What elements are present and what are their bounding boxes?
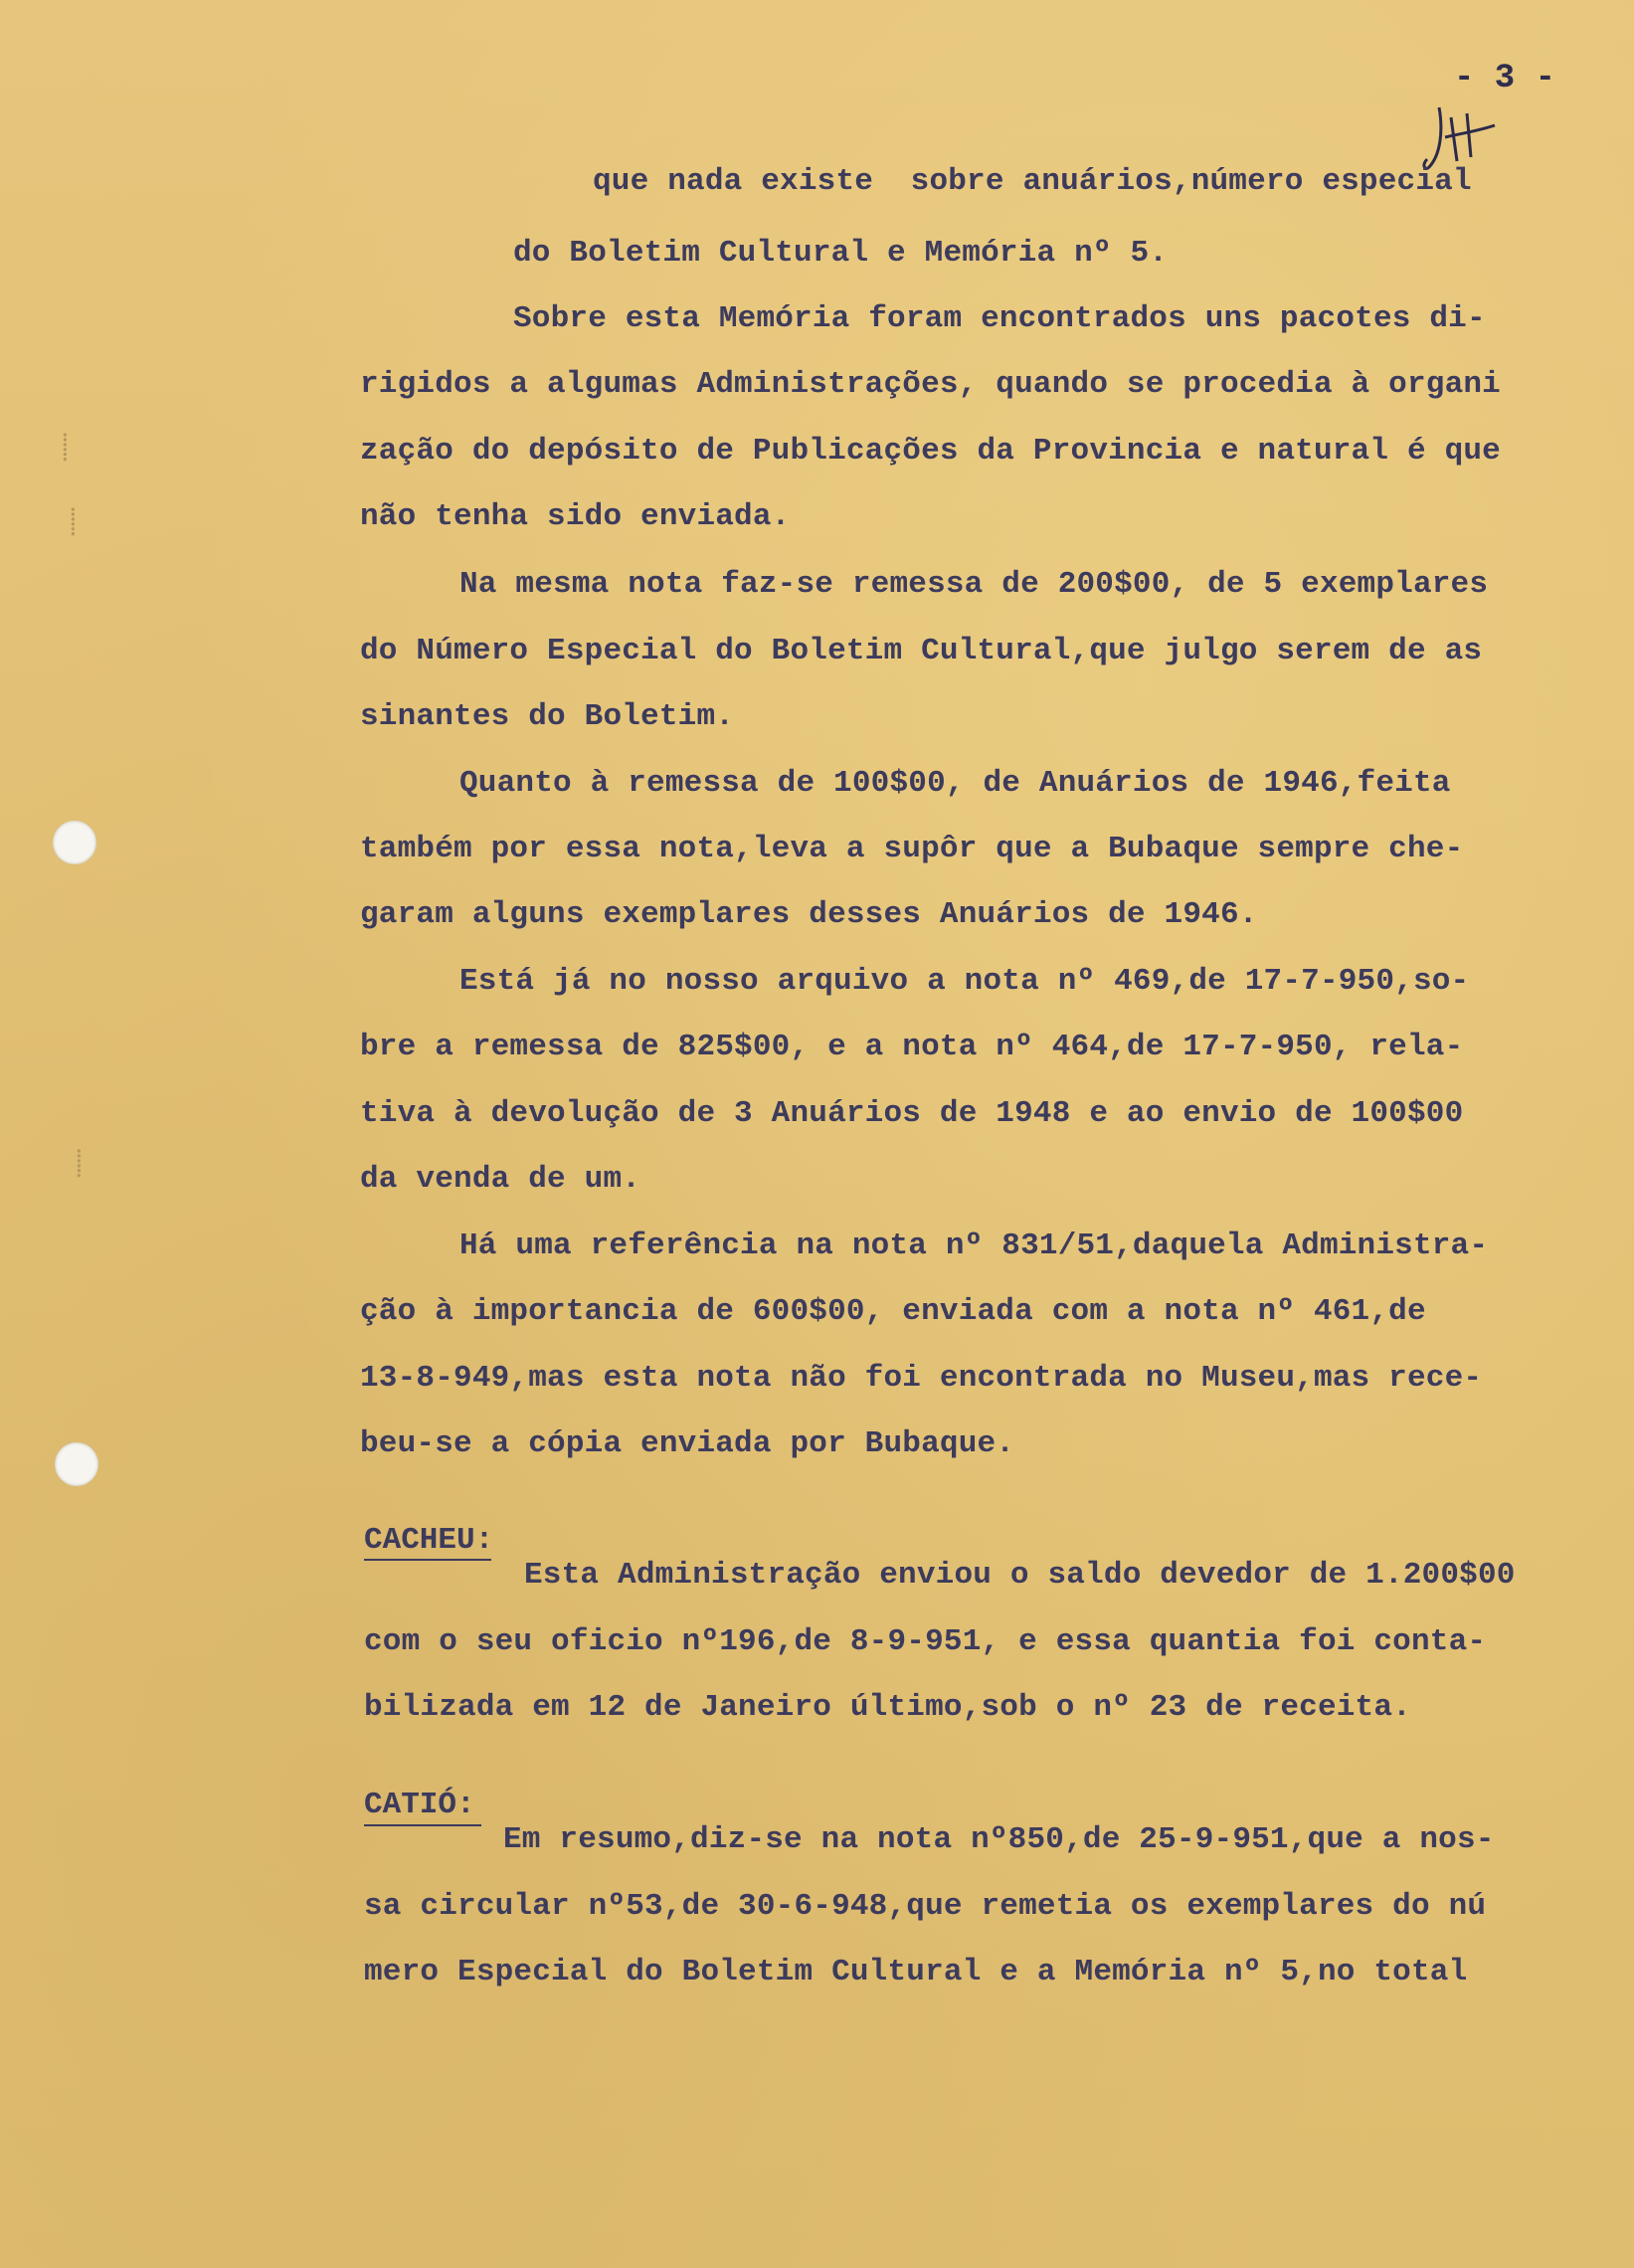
text-line: tiva à devolução de 3 Anuários de 1948 e ao envio de 100$00 xyxy=(360,1096,1464,1131)
text-line: Em resumo,diz-se na nota nº850,de 25-9-951,que a nos- xyxy=(503,1822,1495,1857)
paper-stain-mark: ⸽ xyxy=(62,433,69,463)
text-line: garam alguns exemplares desses Anuários de 1946. xyxy=(360,897,1258,932)
section-heading-catio: CATIÓ: xyxy=(364,1788,475,1822)
text-line: Na mesma nota faz-se remessa de 200$00, de 5 exemplares xyxy=(459,567,1489,602)
text-line: sa circular nº53,de 30-6-948,que remetia os exemplares do nú xyxy=(364,1889,1487,1924)
text-line: da venda de um. xyxy=(360,1162,641,1197)
text-line: sinantes do Boletim. xyxy=(360,699,735,734)
text-line: do Boletim Cultural e Memória nº 5. xyxy=(513,236,1169,271)
text-line: zação do depósito de Publicações da Provincia e natural é que xyxy=(360,434,1501,469)
text-line: Quanto à remessa de 100$00, de Anuários de 1946,feita xyxy=(459,766,1451,801)
text-line: bilizada em 12 de Janeiro último,sob o nº 23 de receita. xyxy=(364,1690,1411,1725)
section-heading-cacheu: CACHEU: xyxy=(364,1523,494,1558)
text-line: do Número Especial do Boletim Cultural,que julgo serem de as xyxy=(360,634,1483,668)
heading-underline xyxy=(364,1559,491,1561)
text-line: também por essa nota,leva a supôr que a Bubaque sempre che- xyxy=(360,832,1464,866)
text-line: com o seu oficio nº196,de 8-9-951, e essa quantia foi conta- xyxy=(364,1624,1487,1659)
text-line: Sobre esta Memória foram encontrados uns pacotes di- xyxy=(513,301,1486,336)
text-line: não tenha sido enviada. xyxy=(360,499,791,534)
text-line: Esta Administração enviou o saldo devedor de 1.200$00 xyxy=(524,1558,1516,1593)
text-line: bre a remessa de 825$00, e a nota nº 464,de 17-7-950, rela- xyxy=(360,1030,1464,1064)
heading-underline xyxy=(364,1824,481,1826)
paper-stain-mark: ⸽ xyxy=(70,507,77,537)
punch-hole-bottom xyxy=(55,1442,98,1486)
text-line: beu-se a cópia enviada por Bubaque. xyxy=(360,1426,1015,1461)
text-line: Está já no nosso arquivo a nota nº 469,de 17-7-950,so- xyxy=(459,964,1470,999)
paper-stain-mark: ⸽ xyxy=(76,1149,83,1179)
page-number: - 3 - xyxy=(1454,60,1556,97)
punch-hole-top xyxy=(53,821,96,864)
text-line: que nada existe sobre anuários,número especial xyxy=(593,164,1472,199)
text-line: ção à importancia de 600$00, enviada com a nota nº 461,de xyxy=(360,1294,1426,1329)
text-line: mero Especial do Boletim Cultural e a Memória nº 5,no total xyxy=(364,1955,1468,1989)
text-line: 13-8-949,mas esta nota não foi encontrada no Museu,mas rece- xyxy=(360,1361,1483,1396)
text-line: Há uma referência na nota nº 831/51,daquela Administra- xyxy=(459,1228,1489,1263)
text-line: rigidos a algumas Administrações, quando se procedia à organi xyxy=(360,367,1501,402)
